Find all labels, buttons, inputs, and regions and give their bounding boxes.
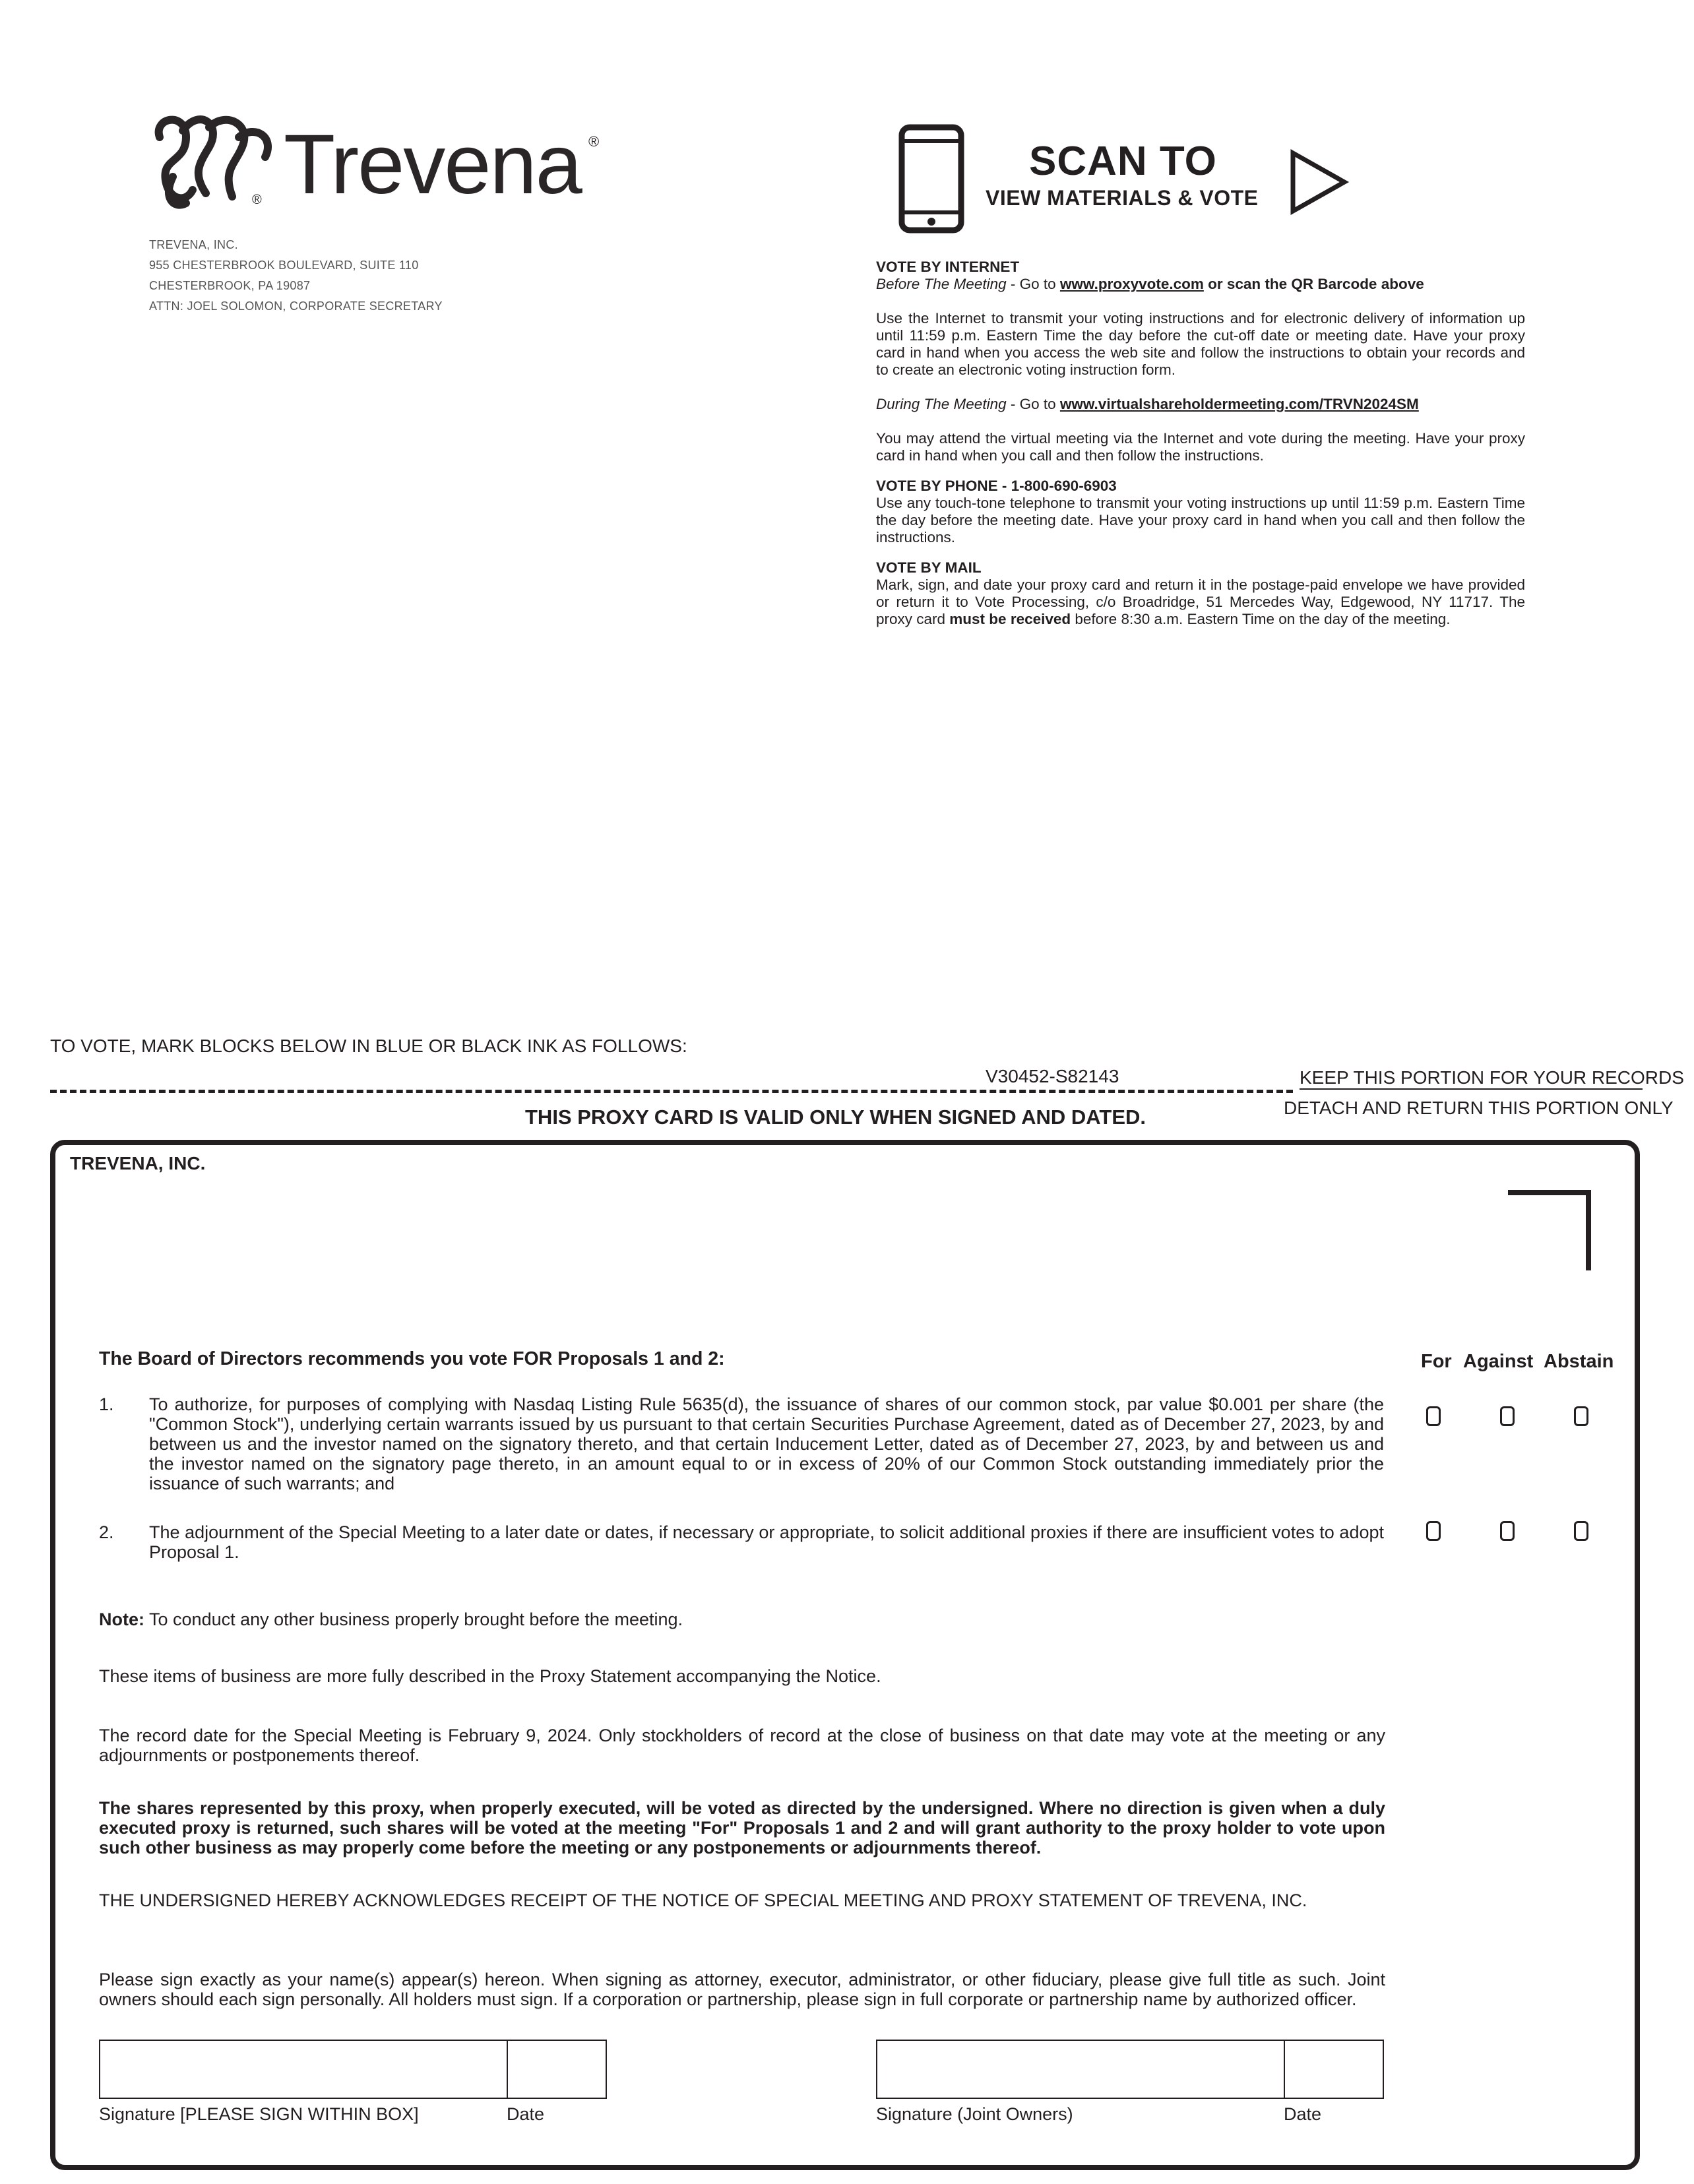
address-city: CHESTERBROOK, PA 19087 <box>149 279 311 292</box>
proposal-1-abstain-checkbox[interactable] <box>1574 1406 1588 1426</box>
acknowledgement: THE UNDERSIGNED HEREBY ACKNOWLEDGES RECEIPT OF THE NOTICE OF SPECIAL MEETING AND PROXY STATEMENT OF TREVENA, INC. <box>99 1890 1307 1910</box>
trevena-logo <box>146 111 608 223</box>
address-attn: ATTN: JOEL SOLOMON, CORPORATE SECRETARY <box>149 299 443 313</box>
phone-body: Use any touch-tone telephone to transmit your voting instructions up until 11:59 p.m. Eastern Time the day before the meeting date. Have your proxy card in hand when you call and then follow the instructions. <box>876 495 1525 546</box>
joint-signature-box[interactable] <box>876 2040 1285 2099</box>
registered-mark: ® <box>252 193 262 207</box>
scan-title: SCAN TO <box>1029 139 1217 184</box>
column-for: For <box>1421 1351 1452 1372</box>
mail-heading: VOTE BY MAIL <box>876 559 982 576</box>
proxyvote-link[interactable]: www.proxyvote.com <box>1059 276 1204 292</box>
proposal-1-text: To authorize, for purposes of complying with Nasdaq Listing Rule 5635(d), the issuance of shares of our common stock, par value $0.001 per share (the "Common Stock"), underlying certain warrants issued by us pursuant to that certain Securities Purchase Agreement, dated as of December 27, 2023, by and between us and the investor named on the signatory thereto, and that certain Inducement Letter, dated as of December 27, 2023, by and between us and the investor named on the signatory page thereto, in an amount equal to or in excess of 20% of our Common Stock outstanding immediately prior the issuance of such warrants; and <box>149 1394 1384 1493</box>
date-box[interactable] <box>507 2040 607 2099</box>
items-of-business: These items of business are more fully described in the Proxy Statement accompanying the Notice. <box>99 1666 881 1686</box>
control-code: V30452-S82143 <box>986 1066 1119 1086</box>
proposal-2-abstain-checkbox[interactable] <box>1574 1521 1588 1541</box>
column-against: Against <box>1463 1351 1534 1372</box>
mail-body-part2: before 8:30 a.m. Eastern Time on the day of the meeting. <box>1071 611 1451 627</box>
keep-portion-label: KEEP THIS PORTION FOR YOUR RECORDS <box>1300 1067 1684 1088</box>
mail-body-part1: Mark, sign, and date your proxy card and return it in the postage-paid envelope we have provided or return it to Vote Processing, c/o Broadridge, 51 Mercedes Way, Edgewood, NY 11717. The proxy card <box>876 577 1525 627</box>
proxy-card <box>50 1140 1640 2170</box>
internet-body: Use the Internet to transmit your voting instructions and for electronic delivery of information up until 11:59 p.m. Eastern Time the day before the cut-off date or meeting date. Have your proxy card in hand when you access the web site and follow the instructions to obtain your records and to create an electronic voting instruction form. <box>876 310 1525 378</box>
note-text: To conduct any other business properly brought before the meeting. <box>144 1609 683 1629</box>
logo-wordmark: Trevena <box>284 117 581 212</box>
note-label: Note: <box>99 1609 144 1629</box>
virtual-body: You may attend the virtual meeting via the Internet and vote during the meeting. Have your proxy card in hand when you call and then follow the instructions. <box>876 430 1525 464</box>
during-meeting-label: During The Meeting <box>876 396 1007 412</box>
smartphone-icon <box>898 124 964 234</box>
virtual-meeting-link[interactable]: www.virtualshareholdermeeting.com/TRVN2024SM <box>1059 396 1419 412</box>
valid-only-notice: THIS PROXY CARD IS VALID ONLY WHEN SIGNED AND DATED. <box>525 1106 1146 1129</box>
column-abstain: Abstain <box>1544 1351 1614 1372</box>
proposal-2-against-checkbox[interactable] <box>1500 1521 1515 1541</box>
before-meeting-text: - Go to <box>1006 276 1060 292</box>
before-meeting-label: Before The Meeting <box>876 276 1007 292</box>
joint-date-label: Date <box>1284 2104 1322 2124</box>
scan-subtitle: VIEW MATERIALS & VOTE <box>986 186 1259 210</box>
divider <box>1300 1088 1643 1090</box>
card-company: TREVENA, INC. <box>70 1153 206 1173</box>
phone-heading: VOTE BY PHONE - 1-800-690-6903 <box>876 478 1117 494</box>
joint-date-box[interactable] <box>1284 2040 1384 2099</box>
shares-statement: The shares represented by this proxy, when properly executed, will be voted as directed by the undersigned. Where no direction is given when a duly executed proxy is returned, such shares will be voted at the meeting "For" Proposals 1 and 2 and will grant authority to the proxy holder to vote upon such other business as may properly come before the meeting or any postponements or adjournments thereof. <box>99 1798 1385 1857</box>
note <box>99 1609 1385 1629</box>
mail-bold: must be received <box>949 611 1071 627</box>
during-meeting-text: - Go to <box>1006 396 1060 412</box>
registered-mark: ® <box>588 133 600 150</box>
play-arrow-icon <box>1289 149 1350 215</box>
internet-heading: VOTE BY INTERNET <box>876 259 1020 275</box>
proposal-2-number: 2. <box>99 1522 114 1542</box>
address-street: 955 CHESTERBROOK BOULEVARD, SUITE 110 <box>149 259 419 272</box>
board-recommendation: The Board of Directors recommends you vote FOR Proposals 1 and 2: <box>99 1348 725 1369</box>
qr-text: or scan the QR Barcode above <box>1203 276 1424 292</box>
detach-dashed-line <box>50 1090 1293 1093</box>
proposal-1-number: 1. <box>99 1394 114 1414</box>
signature-label: Signature [PLEASE SIGN WITHIN BOX] <box>99 2104 419 2124</box>
joint-signature-label: Signature (Joint Owners) <box>876 2104 1073 2124</box>
mail-body <box>876 577 1525 628</box>
before-meeting-line <box>876 276 1525 293</box>
vote-instructions <box>876 259 1525 628</box>
record-date-text: The record date for the Special Meeting is February 9, 2024. Only stockholders of record at the close of business on that date may vote at the meeting or any adjournments or postponements thereof. <box>99 1726 1385 1765</box>
mark-instruction: TO VOTE, MARK BLOCKS BELOW IN BLUE OR BLACK INK AS FOLLOWS: <box>50 1036 687 1056</box>
return-address <box>149 235 443 317</box>
during-meeting-line <box>876 396 1525 413</box>
signature-box[interactable] <box>99 2040 508 2099</box>
detach-return-label: DETACH AND RETURN THIS PORTION ONLY <box>1284 1098 1674 1118</box>
proposal-1-against-checkbox[interactable] <box>1500 1406 1515 1426</box>
proposal-2-text: The adjournment of the Special Meeting to a later date or dates, if necessary or appropriate, to solicit additional proxies if there are insufficient votes to adopt Proposal 1. <box>149 1522 1384 1562</box>
proposal-1-for-checkbox[interactable] <box>1426 1406 1441 1426</box>
proposal-2-for-checkbox[interactable] <box>1426 1521 1441 1541</box>
registration-corner-icon <box>1508 1190 1592 1270</box>
sign-instructions: Please sign exactly as your name(s) appear(s) hereon. When signing as attorney, executor, administrator, or other fiduciary, please give full title as such. Joint owners should each sign personally. All holders must sign. If a corporation or partnership, please sign in full corporate or partnership name by authorized officer. <box>99 1970 1385 2009</box>
date-label: Date <box>507 2104 545 2124</box>
address-company: TREVENA, INC. <box>149 238 238 251</box>
